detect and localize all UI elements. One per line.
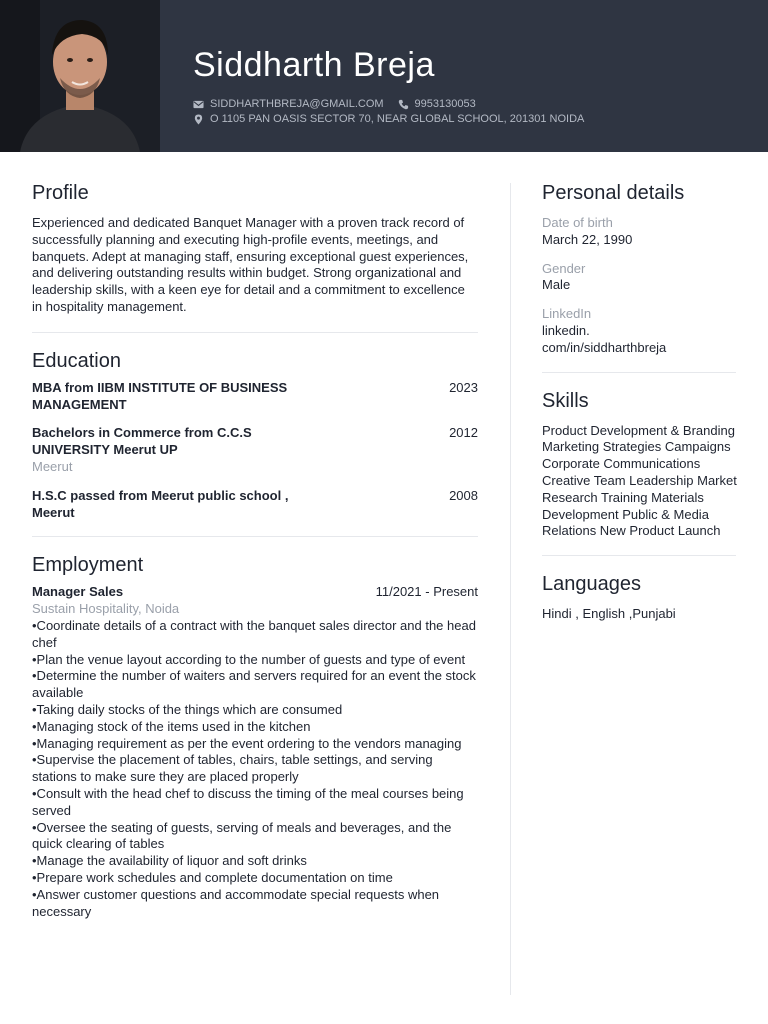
profile-heading: Profile — [32, 182, 89, 204]
phone-text[interactable]: 9953130053 — [414, 98, 476, 110]
dob-label: Date of birth — [542, 215, 613, 230]
list-item: •Managing requirement as per the event ordering to the vendors managing — [32, 735, 462, 751]
column-divider — [510, 183, 511, 995]
resume-header — [0, 0, 768, 152]
employment-item — [32, 584, 478, 920]
email-text[interactable]: SIDDHARTHBREJA@GMAIL.COM — [210, 98, 384, 110]
job-company: Sustain Hospitality, Noida — [32, 601, 180, 617]
list-item: •Managing stock of the items used in the kitchen — [32, 718, 311, 734]
section-divider — [32, 536, 478, 537]
personal-details-heading: Personal details — [542, 182, 685, 204]
education-date: 2023 — [449, 379, 478, 395]
list-item: •Determine the number of waiters and servers required for an event the stock available — [32, 668, 476, 701]
personal-gender — [542, 261, 742, 295]
section-divider — [542, 555, 736, 556]
linkedin-label: LinkedIn — [542, 306, 592, 322]
main-column — [32, 180, 478, 920]
skills-text: Product Development & Branding Marketing Strategies Campaigns Corporate Communications Creative Team Leadership Market Research Training Materials Development Public & Media Relations New Product Launch — [542, 422, 737, 539]
education-date: 2012 — [449, 425, 478, 441]
section-divider — [32, 332, 478, 333]
personal-dob — [542, 215, 742, 249]
profile-text: Experienced and dedicated Banquet Manager with a proven track record of successfully planning and executing high-profile events, meetings, and banquets. Adept at managing staff, ensuring exceptional guest experiences, and delivering outstanding results within budget. Strong organizational and leadership skills, with a keen eye for detail and a commitment to excellence in hospitality management. — [32, 215, 469, 314]
languages-heading: Languages — [542, 573, 641, 596]
education-date: 2008 — [449, 487, 478, 503]
list-item: •Taking daily stocks of the things which are consumed — [32, 701, 343, 717]
list-item: •Oversee the seating of guests, serving of meals and beverages, and the quick clearing of tables — [32, 819, 452, 852]
address-text: O 1105 PAN OASIS SECTOR 70, NEAR GLOBAL SCHOOL, 201301 NOIDA — [210, 113, 585, 125]
job-title: Manager Sales — [32, 584, 124, 600]
list-item: •Answer customer questions and accommodate special requests when necessary — [32, 886, 440, 919]
list-item: •Supervise the placement of tables, chairs, table settings, and serving stations to make sure they are placed properly — [32, 752, 433, 785]
skills-heading: Skills — [542, 389, 589, 412]
linkedin-value-line-1[interactable]: linkedin. — [542, 322, 590, 338]
languages-text: Hindi , English ,Punjabi — [542, 606, 676, 622]
contact-line-1 — [193, 98, 476, 110]
contact-line-2 — [193, 113, 584, 125]
location-pin-icon — [193, 114, 204, 125]
education-item — [32, 425, 478, 475]
personal-linkedin — [542, 306, 742, 356]
dob-value: March 22, 1990 — [542, 231, 633, 247]
gender-label: Gender — [542, 260, 586, 276]
education-heading: Education — [32, 349, 121, 372]
phone-icon — [398, 99, 409, 110]
list-item: •Consult with the head chef to discuss the timing of the meal courses being served — [32, 785, 464, 818]
side-column — [542, 180, 742, 623]
education-title: MBA from IIBM INSTITUTE OF BUSINESS MANAGEMENT — [32, 379, 288, 412]
job-duties — [32, 618, 478, 920]
profile-photo — [0, 0, 160, 152]
job-date: 11/2021 - Present — [375, 584, 478, 600]
education-location: Meerut — [32, 458, 73, 474]
education-title: Bachelors in Commerce from C.C.S UNIVERSITY Meerut UP — [32, 425, 252, 458]
education-item — [32, 380, 478, 414]
email-icon — [193, 99, 204, 110]
list-item: •Prepare work schedules and complete documentation on time — [32, 869, 393, 885]
education-item — [32, 488, 478, 522]
gender-value: Male — [542, 277, 571, 293]
section-divider — [542, 372, 736, 373]
employment-heading: Employment — [32, 554, 144, 577]
candidate-name: Siddharth Breja — [193, 46, 435, 84]
list-item: •Plan the venue layout according to the number of guests and type of event — [32, 651, 466, 667]
list-item: •Coordinate details of a contract with the banquet sales director and the head chef — [32, 617, 476, 650]
linkedin-value-line-2[interactable]: com/in/siddharthbreja — [542, 339, 667, 355]
list-item: •Manage the availability of liquor and soft drinks — [32, 853, 307, 869]
education-title: H.S.C passed from Meerut public school , Meerut — [32, 487, 289, 520]
